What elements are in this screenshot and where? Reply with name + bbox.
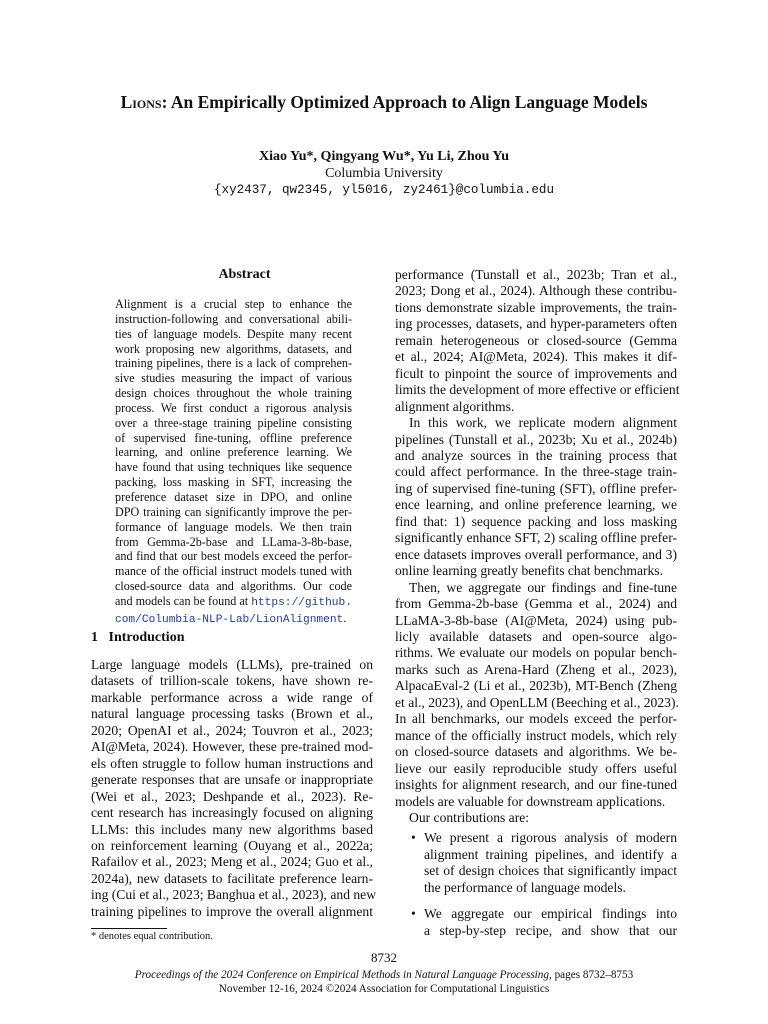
section-heading-introduction	[91, 630, 184, 646]
body-line: significantly enhance SFT, 2) scaling offline prefer-	[395, 530, 677, 546]
body-line: and analyze sources in the training process that	[395, 447, 677, 463]
bullet-line: set of design choices that significantly impact	[424, 863, 677, 879]
abstract-line: training pipelines, there is a lack of comprehen-	[115, 356, 352, 371]
body-line: find that: 1) sequence packing and loss masking	[395, 513, 677, 529]
body-line: et al., 2024; AI@Meta, 2024). This makes it dif-	[395, 349, 677, 365]
abstract-line: process. We first conduct a rigorous analysis	[115, 400, 352, 415]
body-line: AI@Meta, 2024). However, these pre-trained mod-	[91, 739, 373, 755]
abstract-line: DPO training can significantly improve the per-	[115, 504, 352, 519]
body-line: remain heterogeneous or closed-source (Gemma	[395, 332, 677, 348]
body-line: datasets of trillion-scale tokens, have shown re-	[91, 673, 373, 689]
section-title: Introduction	[108, 630, 185, 645]
body-line: LLMs: this includes many new algorithms based	[91, 821, 373, 837]
body-line: pipelines (Tunstall et al., 2023b; Xu et al., 2024b)	[395, 431, 677, 447]
email: {xy2437, qw2345, yl5016, zy2461}@columbia.edu	[213, 183, 555, 197]
intro-left-column	[91, 657, 377, 920]
bullet-icon: •	[411, 830, 416, 846]
abstract-body	[115, 297, 352, 628]
bullet-icon: •	[411, 906, 416, 922]
section-number: 1	[91, 630, 98, 645]
abstract-line: learning, and online preference learning. We	[115, 445, 352, 460]
affiliation: Columbia University	[325, 166, 443, 181]
body-line: natural language processing tasks (Brown et al.,	[91, 706, 373, 722]
abstract-end: .	[343, 610, 347, 625]
code-link-cont[interactable]: com/Columbia-NLP-Lab/LionAlignment	[115, 613, 344, 626]
body-line: 2020; OpenAI et al., 2024; Touvron et al., 2023;	[91, 722, 373, 738]
body-line: on reinforcement learning (Ouyang et al., 2022a;	[91, 837, 373, 853]
authors: Xiao Yu*, Qingyang Wu*, Yu Li, Zhou Yu	[258, 149, 510, 164]
body-line: mance of the officially instruct models, which rely	[395, 727, 677, 743]
body-line: models are valuable for downstream applications.	[395, 793, 666, 809]
page-number: 8732	[371, 950, 397, 965]
abstract-line: from Gemma-2b-base and LLama-3-8b-base,	[115, 534, 352, 549]
proceedings-pages: , pages 8732–8753	[548, 969, 634, 981]
body-line: et al., 2023), and OpenLLM (Beeching et al., 2023).	[395, 694, 679, 710]
abstract-line: have found that using techniques like sequence	[115, 460, 352, 475]
body-line: licly available datasets and open-source algo-	[395, 628, 677, 644]
body-line: limits the development of more effective or efficient	[395, 382, 680, 398]
paper-title	[0, 92, 768, 113]
body-line: alignment algorithms.	[395, 398, 515, 414]
body-line: cent research has increasingly focused on aligning	[91, 805, 373, 821]
body-line: In all benchmarks, our models exceed the perfor-	[395, 711, 677, 727]
abstract-line: design choices throughout the whole training	[115, 386, 352, 401]
abstract-line-with-link	[115, 594, 352, 611]
abstract-line-text: and models can be found at	[115, 593, 249, 608]
body-line: training pipelines to improve the overall alignment	[91, 903, 373, 919]
proceedings-line2: November 12-16, 2024 ©2024 Association for Computational Linguistics	[218, 983, 550, 995]
bullet-text: We aggregate our empirical findings into	[424, 906, 677, 922]
bullet-text: We present a rigorous analysis of modern	[424, 830, 677, 846]
abstract-line: and find that our best models exceed the perfor-	[115, 549, 352, 564]
proceedings-line1	[0, 968, 768, 982]
abstract-line: sive studies measuring the impact of various	[115, 371, 352, 386]
body-line: Our contributions are:	[409, 809, 530, 825]
body-line: ence learning, and online preference learning, we	[395, 497, 677, 513]
abstract-line: over a three-stage training pipeline consisting	[115, 415, 352, 430]
body-line: ing processes, datasets, and hyper-parameters often	[395, 316, 677, 332]
body-line: generate responses that are unsafe or inappropriate	[91, 772, 373, 788]
bullet-item	[395, 830, 677, 846]
body-line: 2023; Dong et al., 2024). Although these contribu-	[395, 283, 677, 299]
body-line: els often struggle to follow human instructions and	[91, 755, 373, 771]
body-line: could affect performance. In the three-stage train-	[395, 464, 677, 480]
abstract-line: work proposing new algorithms, datasets, and	[115, 341, 352, 356]
body-line: markable performance across a wide range of	[91, 689, 373, 705]
abstract-line: closed-source data and algorithms. Our code	[115, 579, 352, 594]
code-link[interactable]: https://github.	[251, 596, 352, 609]
bullet-line: the performance of language models.	[424, 879, 626, 895]
body-line: insights for alignment research, and our fine-tuned	[395, 777, 677, 793]
body-line: ficult to pinpoint the source of improvements and	[395, 365, 677, 381]
abstract-link-line	[115, 611, 352, 628]
abstract-line: preference dataset size in DPO, and online	[115, 489, 352, 504]
body-line: In this work, we replicate modern alignment	[409, 415, 677, 431]
body-line: LLaMA-3-8b-base (AI@Meta, 2024) using pub-	[395, 612, 677, 628]
title-prefix: Lions	[120, 92, 162, 112]
body-line: Large language models (LLMs), pre-trained on	[91, 657, 373, 672]
body-line: from Gemma-2b-base (Gemma et al., 2024) and	[395, 596, 677, 612]
body-line: marks such as Arena-Hard (Zheng et al., 2023),	[395, 661, 677, 677]
body-line: rithms. We evaluate our models on popular bench-	[395, 645, 677, 661]
body-line: tions demonstrate sizable improvements, the train-	[395, 299, 677, 315]
body-line: ence datasets improves overall performance, and 3)	[395, 546, 677, 562]
bullet-line: alignment training pipelines, and identify a	[424, 846, 677, 862]
abstract-line: ties of language models. Despite many recent	[115, 326, 352, 341]
body-line: performance (Tunstall et al., 2023b; Tran et al.,	[395, 267, 677, 282]
body-line: on closed-source datasets and algorithms. We be-	[395, 744, 677, 760]
body-line: online learning greatly benefits chat benchmarks.	[395, 563, 663, 579]
proceedings-title: Proceedings of the 2024 Conference on Empirical Methods in Natural Language Processing	[134, 969, 549, 981]
footnote: * denotes equal contribution.	[91, 931, 213, 942]
title-rest: : An Empirically Optimized Approach to Align Language Models	[161, 92, 648, 112]
spacer	[395, 896, 677, 906]
footnote-rule	[91, 928, 167, 929]
proceedings-footer	[0, 968, 768, 996]
abstract-line: formance of language models. We then train	[115, 519, 352, 534]
bullet-item	[395, 906, 677, 922]
abstract-line: instruction-following and conversational abili-	[115, 311, 352, 326]
abstract-line: packing, loss masking in SFT, increasing the	[115, 475, 352, 490]
body-line: Then, we aggregate our findings and fine-tune	[409, 579, 677, 595]
body-line: 2024a), new datasets to facilitate preference learn-	[91, 870, 373, 886]
abstract-line: mance of the official instruct models tuned with	[115, 564, 352, 579]
body-line: (Wei et al., 2023; Deshpande et al., 2023). Re-	[91, 788, 373, 804]
body-line: Rafailov et al., 2023; Meng et al., 2024; Guo et al.,	[91, 854, 373, 870]
abstract-heading: Abstract	[218, 267, 271, 282]
intro-right-column	[395, 267, 680, 939]
body-line: AlpacaEval-2 (Li et al., 2023b), MT-Bench (Zheng	[395, 678, 677, 694]
bullet-line: a step-by-step recipe, and show that our	[424, 922, 677, 938]
abstract-line: Alignment is a crucial step to enhance the	[115, 297, 352, 311]
body-line: lieve our easily reproducible study offers useful	[395, 760, 677, 776]
abstract-line: of supervised fine-tuning, offline preference	[115, 430, 352, 445]
body-line: ing (Cui et al., 2023; Banghua et al., 2023), and new	[91, 887, 377, 903]
body-line: ing of supervised fine-tuning (SFT), offline prefer-	[395, 480, 677, 496]
